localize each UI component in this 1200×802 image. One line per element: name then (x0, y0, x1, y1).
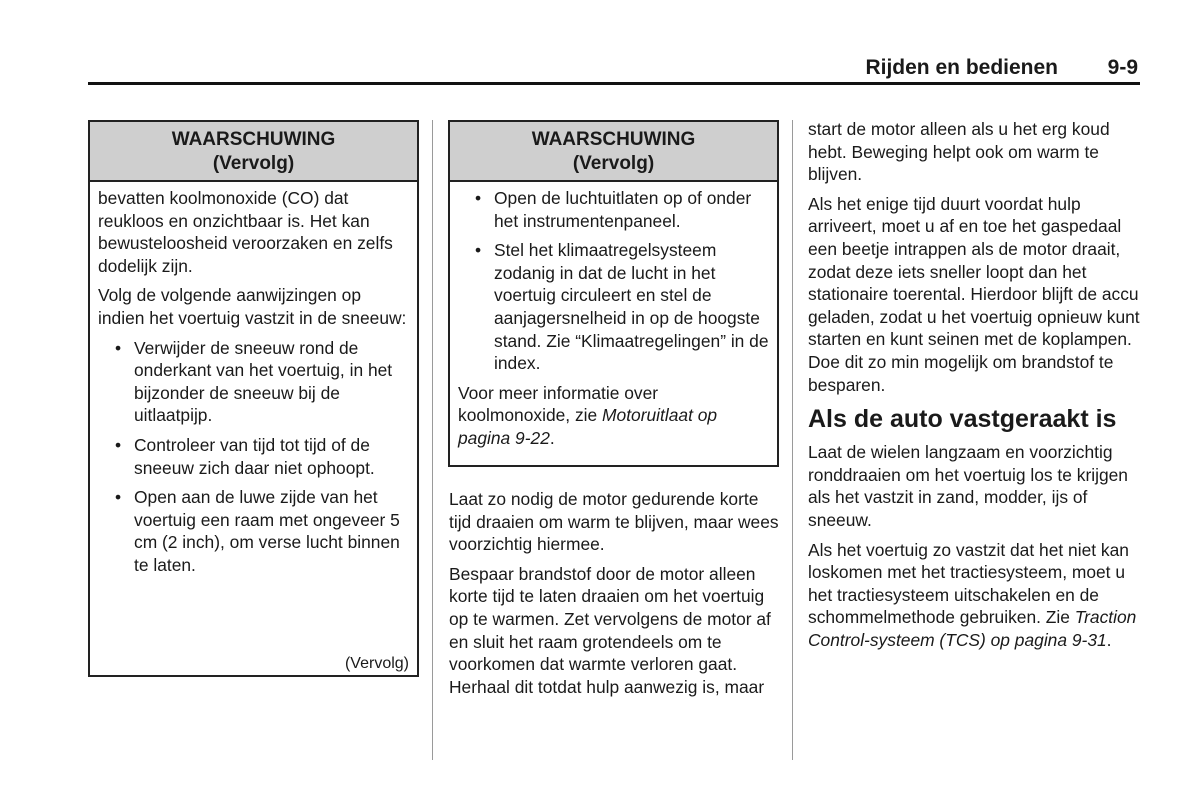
page-number: 9-9 (1107, 56, 1138, 79)
running-title: Rijden en bedienen (865, 56, 1058, 79)
bullet-icon: • (475, 188, 482, 208)
paragraph (458, 382, 769, 450)
list-item-text: Controleer van tijd tot tijd of de sneeuw zich daar niet ophoopt. (134, 434, 375, 478)
warning-body (90, 182, 417, 588)
list-item-text: Open de luchtuitlaten op of onder het instrumentenpaneel. (494, 188, 752, 231)
warning-subtitle: (Vervolg) (572, 153, 655, 174)
bullet-icon: • (115, 337, 122, 358)
paragraph: Bespaar brandstof door de motor alleen korte tijd te laten draaien om het voertuig op te warmen. Zet vervolgens de motor af en sluit het raam grotendeels om te voorkomen dat warmte verloren gaat. Herhaal dit totdat hulp aanwezig is, maar (449, 563, 771, 697)
column-divider (792, 120, 793, 760)
text: . (549, 427, 555, 448)
paragraph: Als het enige tijd duurt voordat hulp arriveert, moet u af en toe het gaspedaal een beetje intrappen als de motor draait, zodat deze iets sneller loopt dan het stationaire toerental. Hierdoor blijft de accu geladen, zodat u het voertuig opnieuw kunt starten en kunt seinen met de koplampen. Doe dit zo min mogelijk om brandstof te besparen. (808, 193, 1140, 395)
paragraph: Laat de wielen langzaam en voorzichtig ronddraaien om het voertuig los te krijgen als het vastzit in zand, modder, ijs of sneeuw. (808, 442, 1128, 530)
paragraph: bevatten koolmonoxide (CO) dat reukloos en onzichtbaar is. Het kan bewusteloosheid veroorzaken en zelfs dodelijk zijn. (98, 188, 393, 276)
continued-label: (Vervolg) (344, 655, 409, 672)
bullet-list (98, 337, 409, 577)
bullet-list (458, 187, 769, 375)
section-heading: Als de auto vastgeraakt is (808, 405, 1117, 434)
text: Voor meer informatie over koolmonoxide, zie (458, 382, 659, 426)
page-header (88, 52, 1140, 85)
paragraph: Volg de volgende aanwijzingen op indien het voertuig vastzit in de sneeuw: (98, 285, 407, 328)
warning-title: WAARSCHUWING (531, 129, 696, 150)
text: Als het voertuig zo vastzit dat het niet kan loskomen met het tractiesysteem, moet u het tractiesysteem uitschakelen en de schommelmethode gebruiken. Zie (808, 539, 1129, 628)
bullet-icon: • (115, 434, 122, 455)
column-right-text (808, 118, 1142, 658)
list-item-text: Open aan de luwe zijde van het voertuig een raam met ongeveer 5 cm (2 inch), om verse lucht binnen te laten. (134, 487, 400, 575)
bullet-icon: • (115, 487, 122, 508)
list-item (98, 486, 409, 576)
bullet-icon: • (475, 240, 482, 261)
list-item (98, 337, 409, 427)
warning-body (450, 182, 777, 461)
paragraph: start de motor alleen als u het erg koud hebt. Beweging helpt ook om warm te blijven. (808, 119, 1110, 185)
warning-box-left (88, 120, 419, 677)
warning-box-middle (448, 120, 779, 467)
warning-title: WAARSCHUWING (171, 129, 336, 150)
list-item (458, 239, 769, 375)
list-item-text: Verwijder de sneeuw rond de onderkant van het voertuig, in het bijzonder de sneeuw bij de uitlaatpijp. (134, 337, 393, 426)
list-item (458, 187, 769, 232)
list-item (98, 434, 409, 479)
cross-reference: Motoruitlaat op pagina 9-22 (458, 405, 718, 448)
text: . (1106, 629, 1112, 650)
warning-header (450, 122, 777, 182)
cross-reference: Traction Control-systeem (TCS) op pagina 9-31 (808, 607, 1137, 650)
list-item-text: Stel het klimaatregelsysteem zodanig in dat de lucht in het voertuig circuleert en stel de aanjagersnelheid in op de hoogste stand. Zie “Klimaatregelingen” in de index. (494, 240, 769, 374)
column-divider (432, 120, 433, 760)
column-middle-text (449, 488, 779, 705)
warning-subtitle: (Vervolg) (212, 153, 295, 174)
warning-header (90, 122, 417, 182)
paragraph: Laat zo nodig de motor gedurende korte tijd draaien om warm te blijven, maar wees voorzichtig hiermee. (449, 489, 779, 555)
paragraph (808, 539, 1142, 652)
